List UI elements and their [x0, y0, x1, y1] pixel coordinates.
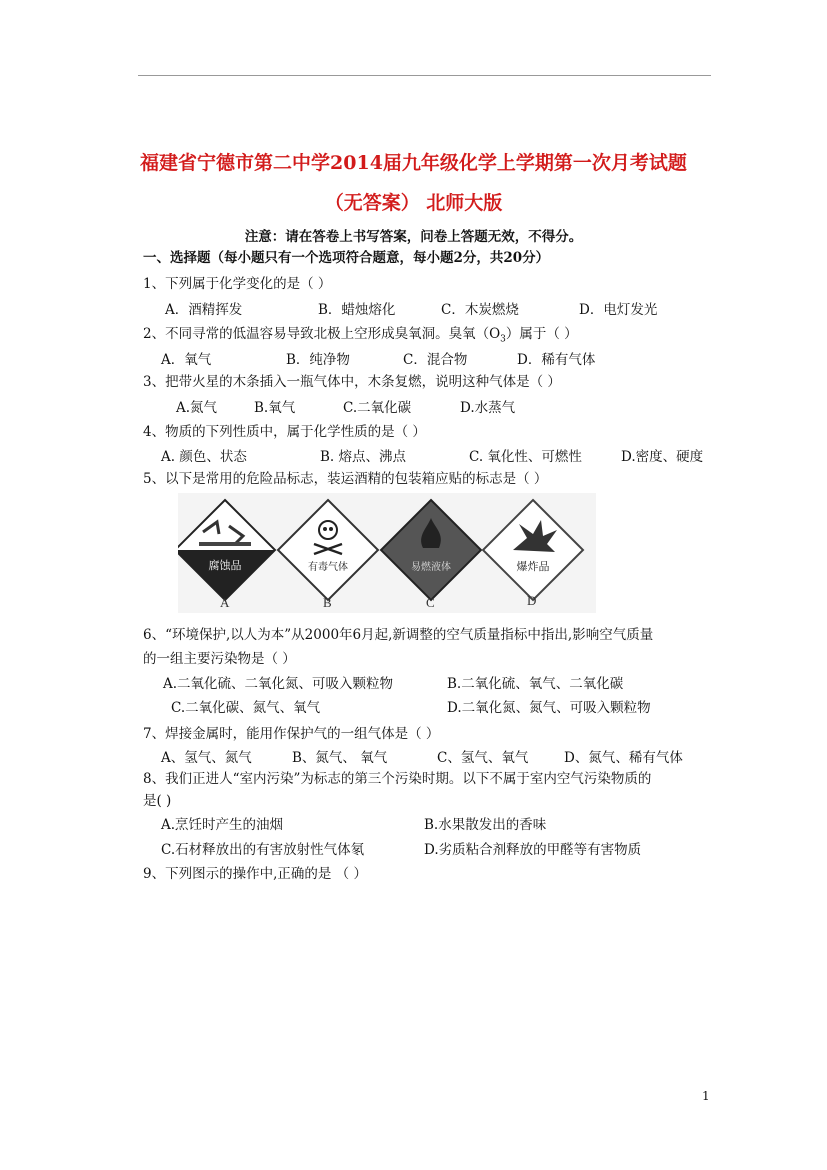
question-6-option-d: D.二氧化氮、氮气、可吸入颗粒物 — [447, 700, 651, 716]
question-4-option-d: D.密度、硬度 — [621, 449, 704, 465]
question-5-stem: 5、以下是常用的危险品标志，装运酒精的包装箱应贴的标志是（ ） — [143, 471, 548, 487]
page-number: 1 — [702, 1089, 710, 1103]
question-4-option-c: C. 氧化性、可燃性 — [469, 449, 582, 465]
question-7-option-b: B、氮气、 氧气 — [292, 750, 388, 766]
corrosive-sign-label: 腐蚀品 — [208, 559, 242, 572]
question-6-option-a: A.二氧化硫、二氧化氮、可吸入颗粒物 — [163, 676, 394, 692]
question-8-stem: 8、我们正进人“室内污染”为标志的第三个污染时期。以下不属于室内空气污染物质的 — [143, 771, 652, 787]
subscript-3: 3 — [500, 334, 506, 345]
question-1-option-b: B．蜡烛熔化 — [318, 302, 396, 318]
sign-letter-a: A — [220, 595, 230, 610]
question-7-option-d: D、氮气、稀有气体 — [564, 750, 683, 766]
answer-notice: 注意：请在答卷上书写答案，问卷上答题无效，不得分。 — [244, 229, 583, 245]
question-7-option-a: A、氢气、氮气 — [161, 750, 252, 766]
question-2-option-b: B．纯净物 — [286, 352, 350, 368]
question-1-option-a: A．酒精挥发 — [165, 302, 243, 318]
toxic-gas-sign-label: 有毒气体 — [308, 562, 348, 573]
question-8-stem-line2: 是( ) — [143, 793, 172, 809]
explosive-sign-label: 爆炸品 — [516, 560, 550, 573]
question-8-option-a: A.烹饪时产生的油烟 — [161, 817, 284, 833]
question-3-stem: 3、把带火星的木条插入一瓶气体中，木条复燃，说明这种气体是（ ） — [143, 374, 561, 390]
question-8-option-b: B.水果散发出的香味 — [424, 817, 547, 833]
question-2-option-d: D．稀有气体 — [517, 352, 596, 368]
flammable-liquid-sign-label: 易燃液体 — [411, 562, 451, 573]
question-3-option-b: B.氧气 — [254, 400, 296, 416]
sign-letter-b: B — [323, 595, 332, 610]
question-4-option-b: B. 熔点、沸点 — [320, 449, 407, 465]
question-9-stem: 9、下列图示的操作中,正确的是 （ ） — [143, 866, 367, 882]
document-title-line2: （无答案） 北师大版 — [324, 192, 503, 214]
document-title-line1: 福建省宁德市第二中学2014届九年级化学上学期第一次月考试题 — [140, 152, 687, 174]
question-1-option-c: C．木炭燃烧 — [441, 302, 519, 318]
question-3-option-a: A.氮气 — [176, 400, 218, 416]
question-1-option-d: D．电灯发光 — [579, 302, 658, 318]
question-7-stem: 7、焊接金属时，能用作保护气的一组气体是（ ） — [143, 726, 440, 742]
question-2-option-a: A．氧气 — [161, 352, 212, 368]
question-8-option-d: D.劣质粘合剂释放的甲醛等有害物质 — [424, 842, 642, 858]
question-2-option-c: C．混合物 — [403, 352, 468, 368]
sign-letter-d: D — [527, 593, 537, 608]
question-1-stem: 1、下列属于化学变化的是（ ） — [143, 276, 332, 292]
question-3-option-c: C.二氧化碳 — [343, 400, 412, 416]
question-7-option-c: C、氢气、氧气 — [437, 750, 529, 766]
question-6-option-b: B.二氧化硫、氧气、二氧化碳 — [447, 676, 624, 692]
question-4-option-a: A. 颜色、状态 — [161, 449, 247, 465]
sign-letter-c: C — [426, 595, 435, 610]
question-6-stem: 6、“环境保护,以人为本”从2000年6月起,新调整的空气质量指标中指出,影响空气质量 — [143, 627, 654, 643]
section-heading-multiple-choice: 一、选择题（每小题只有一个选项符合题意，每小题2分，共20分） — [143, 250, 550, 266]
question-6-stem-line2: 的一组主要污染物是（ ） — [143, 651, 296, 667]
question-4-stem: 4、物质的下列性质中，属于化学性质的是（ ） — [143, 424, 426, 440]
question-2-stem: 2、不同寻常的低温容易导致北极上空形成臭氧洞。臭氧$(O_3)$属于（ ） — [143, 326, 578, 345]
header-rule — [138, 75, 711, 76]
question-3-option-d: D.水蒸气 — [460, 400, 516, 416]
question-6-option-c: C.二氧化碳、氮气、氧气 — [171, 700, 321, 716]
question-8-option-c: C.石材释放出的有害放射性气体氡 — [161, 842, 365, 858]
